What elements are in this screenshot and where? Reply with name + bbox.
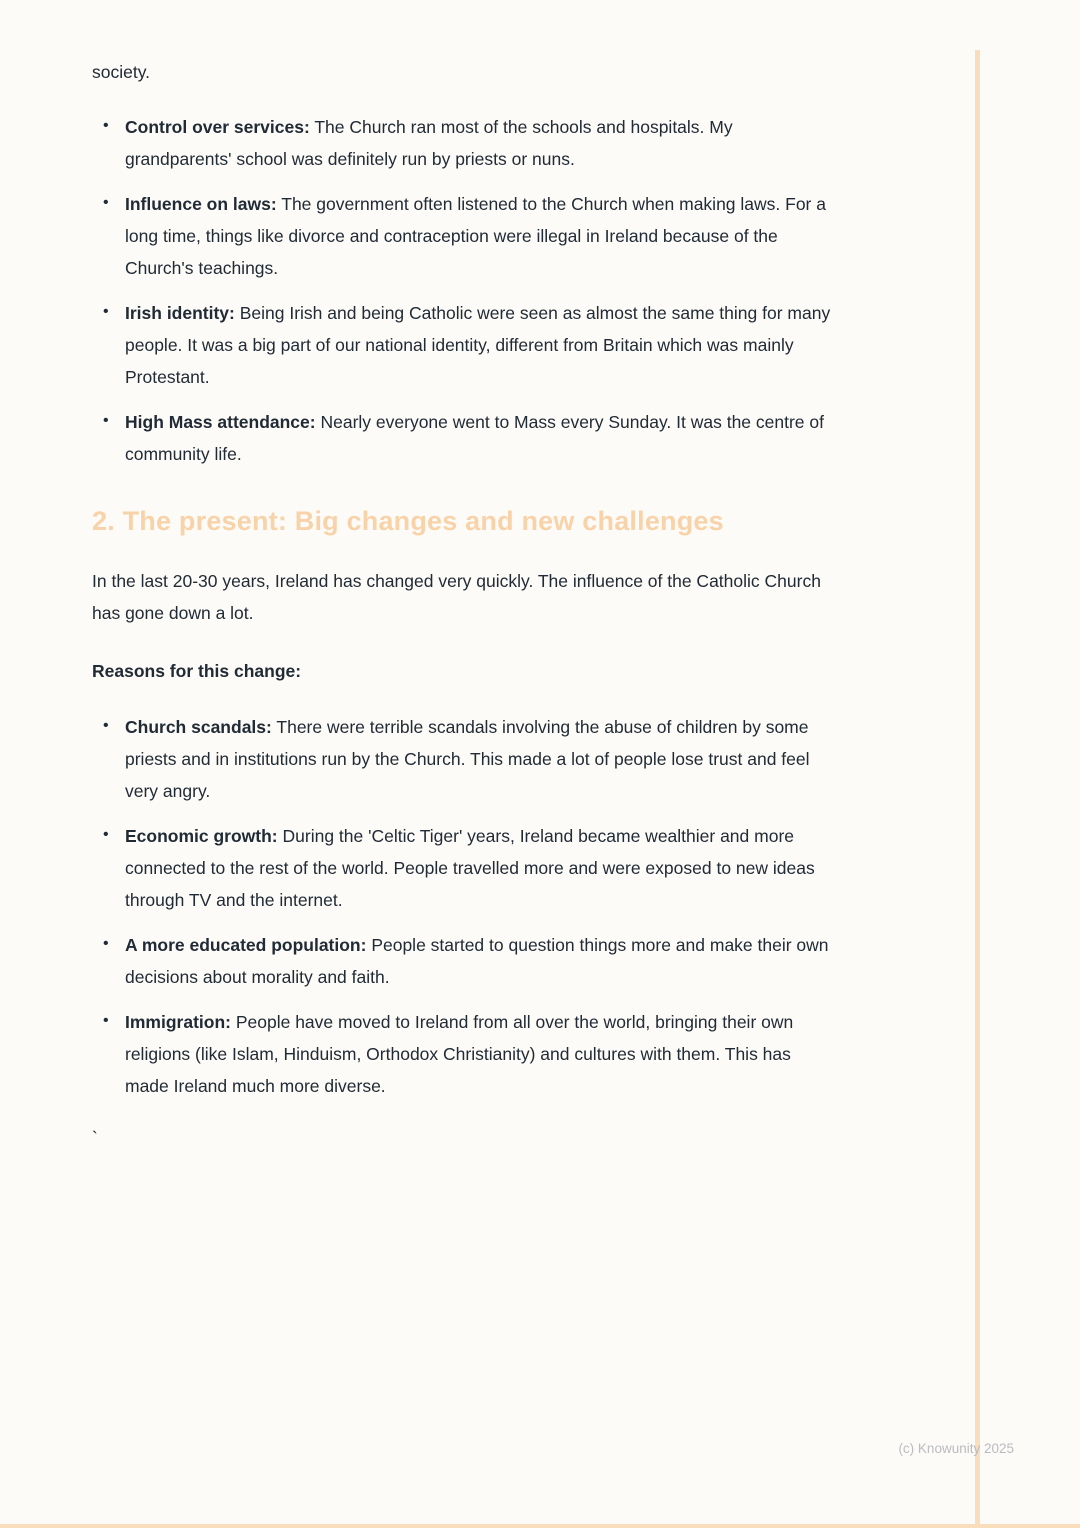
bullet-icon: • (103, 717, 109, 734)
intro-paragraph: In the last 20-30 years, Ireland has changed very quickly. The influence of the Catholic Church has gone down a lot. (92, 571, 821, 623)
list-item (92, 297, 834, 393)
leading-paragraph: society. (92, 62, 151, 82)
bullet-icon: • (103, 935, 109, 952)
list-item (92, 1006, 834, 1102)
list-item (92, 820, 834, 916)
bullet-label: A more educated population: (125, 935, 367, 955)
bullet-icon: • (103, 303, 109, 320)
bullet-icon: • (103, 1012, 109, 1029)
bullet-label: Economic growth: (125, 826, 278, 846)
list-item (92, 406, 834, 470)
bullet-label: Immigration: (125, 1012, 231, 1032)
bullet-text: People started to question things more and make their own decisions about morality and faith. (125, 935, 829, 987)
bullet-label: Influence on laws: (125, 194, 277, 214)
bullet-text: The government often listened to the Church when making laws. For a long time, things like divorce and contraception were illegal in Ireland because of the Church's teachings. (125, 194, 826, 278)
bullet-icon: • (103, 194, 109, 211)
accent-vertical-line (975, 50, 980, 1524)
document-content (92, 56, 834, 1154)
stray-character: ` (92, 1128, 98, 1148)
list-item (92, 188, 834, 284)
list-item (92, 929, 834, 993)
bullet-label: High Mass attendance: (125, 412, 316, 432)
accent-bottom-line (0, 1524, 1080, 1528)
bullet-text: There were terrible scandals involving the abuse of children by some priests and in institutions run by the Church. This made a lot of people lose trust and feel very angry. (125, 717, 810, 801)
bullet-label: Church scandals: (125, 717, 272, 737)
footer-copyright: (c) Knowunity 2025 (898, 1441, 1014, 1456)
bullet-text: People have moved to Ireland from all over the world, bringing their own religions (like Islam, Hinduism, Orthodox Christianity) and cultures with them. This has made Ireland much more diverse. (125, 1012, 794, 1096)
bullet-text: During the 'Celtic Tiger' years, Ireland became wealthier and more connected to the rest of the world. People travelled more and were exposed to new ideas through TV and the internet. (125, 826, 815, 910)
bullet-label: Control over services: (125, 117, 310, 137)
bullet-text: Being Irish and being Catholic were seen as almost the same thing for many people. It was a big part of our national identity, different from Britain which was mainly Protestant. (125, 303, 831, 387)
bullet-label: Irish identity: (125, 303, 235, 323)
section-heading: 2. The present: Big changes and new challenges (92, 506, 724, 536)
bullet-icon: • (103, 826, 109, 843)
bullet-icon: • (103, 412, 109, 429)
list-item (92, 711, 834, 807)
bullet-icon: • (103, 117, 109, 134)
bullet-list-past (92, 111, 834, 470)
bullet-list-present (92, 711, 834, 1102)
reasons-label: Reasons for this change: (92, 661, 302, 681)
list-item (92, 111, 834, 175)
bullet-text: The Church ran most of the schools and hospitals. My grandparents' school was definitely run by priests or nuns. (125, 117, 733, 169)
bullet-text: Nearly everyone went to Mass every Sunday. It was the centre of community life. (125, 412, 824, 464)
